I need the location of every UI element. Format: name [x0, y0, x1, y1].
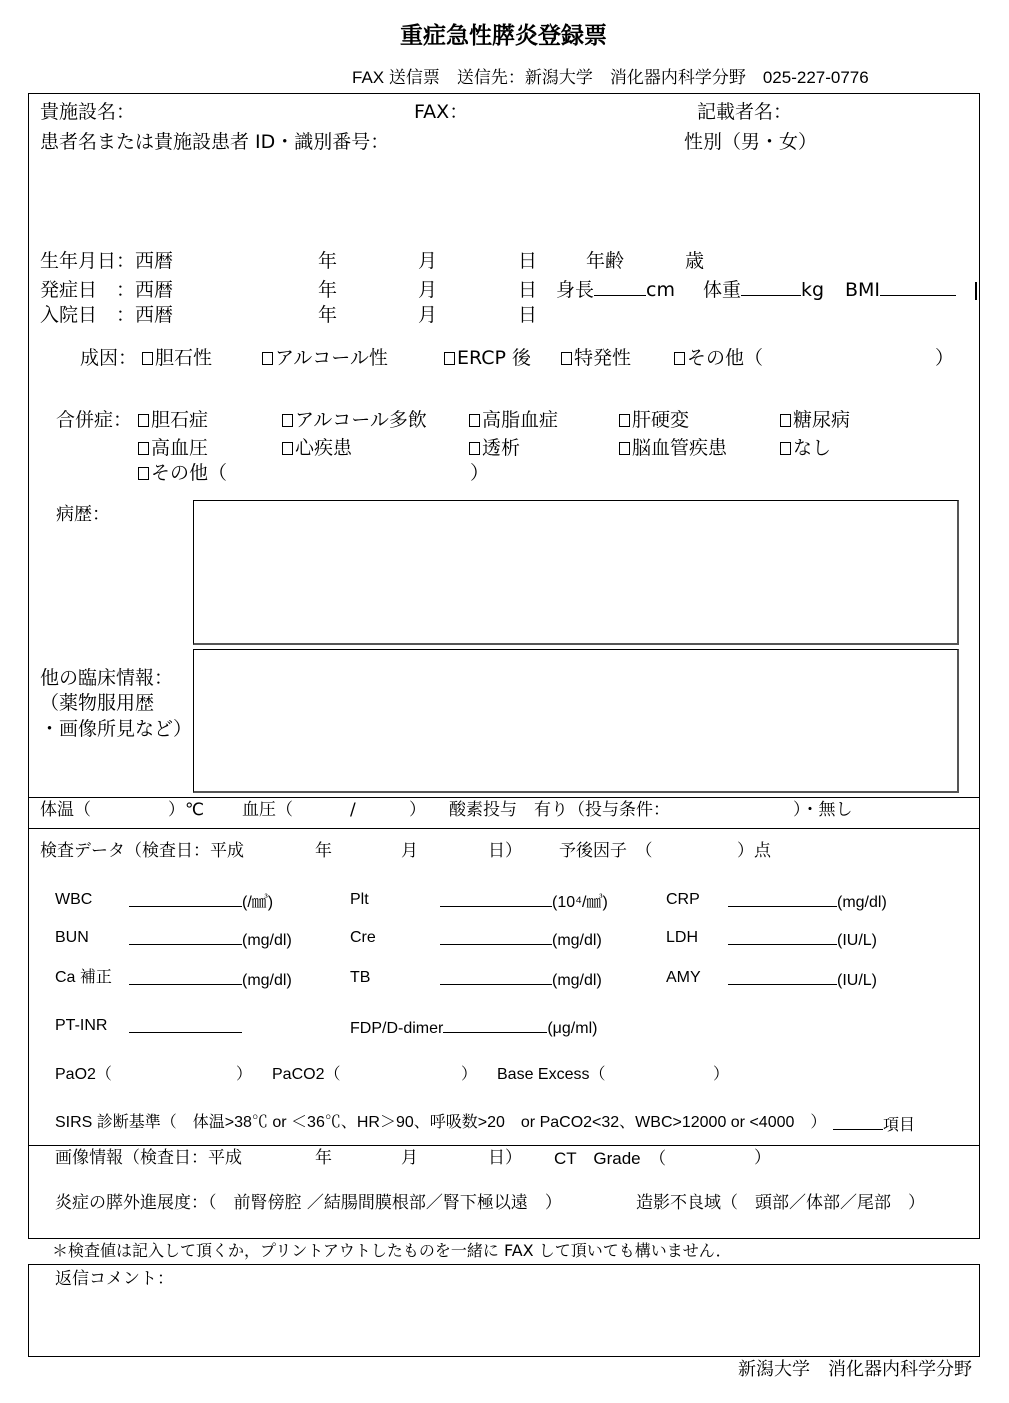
form-title: 重症急性膵炎登録票 [400, 23, 607, 49]
cause-alcohol-checkbox[interactable]: アルコール性 [262, 349, 388, 368]
checkbox-icon [780, 442, 791, 455]
contrast-defect-label: 造影不良域（ 頭部／体部／尾部 ） [636, 1193, 925, 1213]
fax-header: FAX 送信票 送信先：新潟大学 消化器内科学分野 025-227-0776 [352, 68, 869, 87]
sirs-criteria: SIRS 診断基準（ 体温>38℃ or ＜36℃、HR＞90、呼吸数>20 or PaCO2<32、WBC>12000 or <4000 ） [55, 1114, 827, 1131]
patient-id-label: 患者名または貴施設患者 ID・識別番号： [40, 131, 390, 153]
ldh-label: LDH [666, 929, 699, 946]
bmi-edge-mark [975, 282, 977, 300]
clinical-info-textarea[interactable] [193, 649, 959, 793]
checkbox-icon [619, 442, 630, 455]
checkbox-icon [262, 352, 273, 365]
divider [28, 1145, 980, 1146]
blood-pressure-label: 血圧（ [242, 800, 293, 820]
height-field[interactable] [556, 281, 675, 300]
tb-label: TB [350, 969, 371, 986]
blood-pressure-close: ） [409, 800, 426, 820]
ca-unit: (mg/dl) [242, 972, 292, 989]
extent-label: 炎症の膵外進展度：（ 前腎傍腔 ／結腸間膜根部／腎下極以遠 ） [55, 1193, 562, 1213]
checkbox-icon [780, 414, 791, 427]
checkbox-icon [282, 414, 293, 427]
admission-month: 月 [418, 304, 438, 326]
divider [28, 797, 980, 798]
history-textarea[interactable] [193, 500, 959, 645]
clinical-info-sub1: （薬物服用歴 [40, 692, 155, 714]
bun-unit: (mg/dl) [242, 932, 292, 949]
checkbox-icon [138, 467, 149, 480]
comorbidity-cirrhosis-checkbox[interactable]: 肝硬変 [619, 411, 689, 430]
crp-field[interactable] [728, 892, 887, 911]
amy-field[interactable] [728, 970, 877, 989]
imaging-day: 日） [488, 1148, 522, 1168]
onset-day: 日 [518, 279, 538, 301]
tb-field[interactable] [440, 970, 602, 989]
checkbox-icon [282, 442, 293, 455]
comorbidity-gallstone-checkbox[interactable]: 胆石症 [138, 411, 208, 430]
lab-year: 年 [315, 841, 332, 861]
sirs-unit: 項目 [883, 1117, 916, 1134]
comorbidity-heart-checkbox[interactable]: 心疾患 [282, 439, 352, 458]
crp-unit: (mg/dl) [837, 894, 887, 911]
prognosis-label: 予後因子 （ [559, 841, 653, 861]
facility-label: 貴施設名： [40, 101, 136, 123]
base-excess-close: ） [713, 1066, 730, 1083]
recorder-label: 記載者名： [697, 101, 793, 123]
onset-month: 月 [418, 279, 438, 301]
age-label: 年齢 [586, 250, 625, 272]
comorbidity-alcohol-checkbox[interactable]: アルコール多飲 [282, 411, 427, 430]
blood-pressure-separator: / [350, 800, 356, 820]
imaging-year: 年 [315, 1148, 332, 1168]
weight-label: 体重 [703, 279, 742, 301]
fdp-unit: (μg/ml) [547, 1020, 598, 1037]
clinical-info-sub2: ・画像所見など） [40, 718, 193, 740]
comorbidity-cerebrovascular-checkbox[interactable]: 脳血管疾患 [619, 439, 727, 458]
comorbidity-none-checkbox[interactable]: なし [780, 439, 831, 458]
lab-day: 日） [488, 841, 522, 861]
birth-date-label: 生年月日：西暦 [40, 250, 174, 272]
imaging-header: 画像情報（検査日：平成 [55, 1148, 242, 1168]
onset-date-label: 発症日 ：西暦 [40, 279, 174, 301]
pao2-close: ） [236, 1066, 253, 1083]
tb-unit: (mg/dl) [552, 972, 602, 989]
height-label: 身長 [556, 279, 595, 301]
weight-unit: kg [801, 279, 825, 301]
checkbox-icon [138, 414, 149, 427]
pt-inr-label: PT-INR [55, 1017, 108, 1034]
checkbox-icon [142, 352, 153, 365]
cause-other-checkbox[interactable]: その他（ [674, 349, 763, 368]
lab-month: 月 [401, 841, 418, 861]
reply-comment-label: 返信コメント： [55, 1269, 174, 1289]
checkbox-icon [561, 352, 572, 365]
cause-label: 成因： [80, 347, 138, 369]
wbc-unit: (/㎣) [242, 894, 274, 911]
onset-year: 年 [318, 279, 338, 301]
fax-label: FAX： [414, 101, 469, 123]
wbc-label: WBC [55, 891, 93, 908]
temperature-unit: ）℃ [168, 800, 205, 820]
bun-field[interactable] [129, 930, 292, 949]
note-text: ＊検査値は記入して頂くか，プリントアウトしたものを一緒に FAX して頂いても構いません． [52, 1241, 732, 1260]
footer-department: 新潟大学 消化器内科学分野 [738, 1359, 972, 1380]
bmi-label: BMI [845, 279, 881, 301]
divider [28, 828, 980, 829]
comorbidity-other-checkbox[interactable]: その他（ [138, 464, 227, 483]
comorbidity-diabetes-checkbox[interactable]: 糖尿病 [780, 411, 850, 430]
imaging-month: 月 [401, 1148, 418, 1168]
base-excess-label: Base Excess（ [497, 1066, 606, 1083]
birth-month: 月 [418, 250, 438, 272]
birth-day: 日 [518, 250, 538, 272]
comorbidity-label: 合併症： [56, 409, 133, 431]
cre-field[interactable] [440, 930, 602, 949]
ca-label: Ca 補正 [55, 969, 112, 986]
ct-grade-close: ） [754, 1148, 771, 1168]
comorbidity-dialysis-checkbox[interactable]: 透析 [469, 439, 520, 458]
birth-year: 年 [318, 250, 338, 272]
cause-ercp-checkbox[interactable]: ERCP 後 [444, 349, 531, 368]
paco2-close: ） [461, 1066, 478, 1083]
comorbidity-hypertension-checkbox[interactable]: 高血圧 [138, 439, 208, 458]
cause-idiopathic-checkbox[interactable]: 特発性 [561, 349, 631, 368]
prognosis-points: ）点 [737, 841, 771, 861]
admission-year: 年 [318, 304, 338, 326]
amy-unit: (IU/L) [837, 972, 877, 989]
admission-day: 日 [518, 304, 538, 326]
ldh-unit: (IU/L) [837, 932, 877, 949]
cre-label: Cre [350, 929, 376, 946]
checkbox-icon [619, 414, 630, 427]
paco2-label: PaCO2（ [272, 1066, 341, 1083]
temperature-label: 体温（ [40, 800, 91, 820]
admission-date-label: 入院日 ：西暦 [40, 304, 174, 326]
sex-label: 性別（男・女） [684, 131, 818, 153]
checkbox-icon [138, 442, 149, 455]
ca-field[interactable] [129, 970, 292, 989]
amy-label: AMY [666, 969, 701, 986]
crp-label: CRP [666, 891, 700, 908]
wbc-field[interactable] [129, 892, 273, 911]
bmi-field[interactable] [845, 281, 956, 300]
weight-field[interactable] [703, 281, 824, 300]
bun-label: BUN [55, 929, 89, 946]
sirs-field[interactable] [833, 1115, 915, 1134]
lab-data-header: 検査データ（検査日：平成 [40, 841, 244, 861]
height-unit: cm [646, 279, 675, 301]
age-unit: 歳 [685, 250, 705, 272]
checkbox-icon [469, 414, 480, 427]
cre-unit: (mg/dl) [552, 932, 602, 949]
oxygen-label: 酸素投与 有り（投与条件： [449, 800, 670, 820]
plt-label: Plt [350, 891, 369, 908]
history-label: 病歴： [56, 504, 110, 525]
pao2-label: PaO2（ [55, 1066, 112, 1083]
pt-inr-field[interactable] [129, 1018, 242, 1037]
cause-gallstone-checkbox[interactable]: 胆石性 [142, 349, 212, 368]
plt-field[interactable] [440, 892, 608, 911]
fdp-label: FDP/D-dimer [350, 1020, 444, 1037]
ct-grade-label: CT Grade （ [554, 1149, 667, 1168]
checkbox-icon [444, 352, 455, 365]
checkbox-icon [469, 442, 480, 455]
checkbox-icon [674, 352, 685, 365]
comorbidity-other-close: ） [470, 462, 490, 484]
ldh-field[interactable] [728, 930, 877, 949]
plt-unit: (10⁴/㎣) [552, 894, 608, 911]
clinical-info-label: 他の臨床情報： [40, 667, 174, 689]
fdp-field[interactable] [350, 1018, 597, 1037]
cause-other-close: ） [935, 347, 955, 369]
oxygen-none: ）・無し [793, 800, 853, 820]
comorbidity-hyperlipidemia-checkbox[interactable]: 高脂血症 [469, 411, 558, 430]
